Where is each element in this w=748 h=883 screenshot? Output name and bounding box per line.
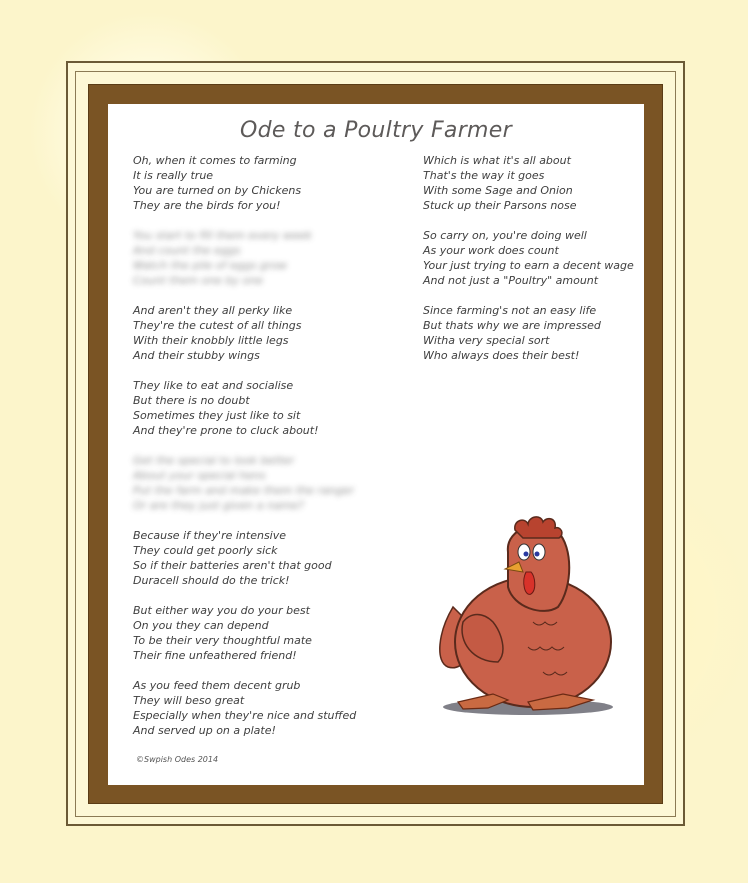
hen-wattle xyxy=(524,572,535,594)
poem-stanza xyxy=(133,378,393,438)
poem-line: And aren't they all perky like xyxy=(133,304,293,317)
poem-line: And served up on a plate! xyxy=(133,724,276,737)
poem-line: But thats why we are impressed xyxy=(423,319,601,332)
poem-line: Watch the pile of eggs grow xyxy=(133,259,288,272)
hen-pupil-left xyxy=(524,552,529,557)
poem-stanza xyxy=(423,303,638,363)
poem-stanza xyxy=(423,228,638,288)
poem-line: But either way you do your best xyxy=(133,604,310,617)
poem-line: Oh, when it comes to farming xyxy=(133,154,297,167)
poem-line: You are turned on by Chickens xyxy=(133,184,302,197)
poem-title: Ode to a Poultry Farmer xyxy=(240,118,512,143)
poem-line: About your special hens xyxy=(133,469,266,482)
poem-line: Especially when they're nice and stuffed xyxy=(133,709,357,722)
poem-line: And their stubby wings xyxy=(133,349,260,362)
poem-line: Duracell should do the trick! xyxy=(133,574,290,587)
poem-line: To be their very thoughtful mate xyxy=(133,634,312,647)
hen-eye-left xyxy=(518,544,530,560)
poem-left-column xyxy=(133,153,393,753)
poem-line: They're the cutest of all things xyxy=(133,319,302,332)
poem-line: You start to fill them every week xyxy=(133,229,312,242)
poem-stanza xyxy=(133,228,393,288)
hen-comb xyxy=(515,517,562,538)
poem-stanza xyxy=(133,153,393,213)
poem-line: They could get poorly sick xyxy=(133,544,278,557)
poem-line: It is really true xyxy=(133,169,214,182)
poem-stanza xyxy=(133,453,393,513)
poem-right-column xyxy=(423,153,638,378)
poem-stanza xyxy=(133,678,393,738)
poem-line: Get the special to look better xyxy=(133,454,295,467)
copyright-notice: ©Swpish Odes 2014 xyxy=(136,755,219,764)
hen-icon xyxy=(433,512,618,732)
poem-line: And they're prone to cluck about! xyxy=(133,424,319,437)
poem-line: Put the farm and make them the ranger xyxy=(133,484,354,497)
poem-line: As your work does count xyxy=(423,244,559,257)
poem-line: As you feed them decent grub xyxy=(133,679,301,692)
poem-stanza xyxy=(423,153,638,213)
poem-line: Which is what it's all about xyxy=(423,154,571,167)
poem-stanza xyxy=(133,603,393,663)
poem-line: Count them one by one xyxy=(133,274,263,287)
poem-line: And not just a "Poultry" amount xyxy=(423,274,599,287)
poem-line: They are the birds for you! xyxy=(133,199,281,212)
poem-line: Or are they just given a name? xyxy=(133,499,304,512)
poem-line: But there is no doubt xyxy=(133,394,250,407)
poem-line: Stuck up their Parsons nose xyxy=(423,199,577,212)
poem-line: And count the eggs xyxy=(133,244,241,257)
hen-eye-right xyxy=(533,544,545,560)
poem-line: Because if they're intensive xyxy=(133,529,287,542)
poem-stanza xyxy=(133,528,393,588)
poem-line: Their fine unfeathered friend! xyxy=(133,649,297,662)
poem-line: Witha very special sort xyxy=(423,334,550,347)
poem-line: They will beso great xyxy=(133,694,245,707)
poem-line: Who always does their best! xyxy=(423,349,580,362)
poem-line: That's the way it goes xyxy=(423,169,545,182)
poem-stanza xyxy=(133,303,393,363)
poem-line: With some Sage and Onion xyxy=(423,184,573,197)
poem-line: Sometimes they just like to sit xyxy=(133,409,301,422)
poem-line: With their knobbly little legs xyxy=(133,334,289,347)
poem-paper xyxy=(108,104,644,785)
poem-line: Your just trying to earn a decent wage xyxy=(423,259,634,272)
poem-line: Since farming's not an easy life xyxy=(423,304,597,317)
poem-line: On you they can depend xyxy=(133,619,269,632)
poem-line: They like to eat and socialise xyxy=(133,379,294,392)
poem-line: So carry on, you're doing well xyxy=(423,229,587,242)
hen-pupil-right xyxy=(535,552,540,557)
poem-line: So if their batteries aren't that good xyxy=(133,559,332,572)
